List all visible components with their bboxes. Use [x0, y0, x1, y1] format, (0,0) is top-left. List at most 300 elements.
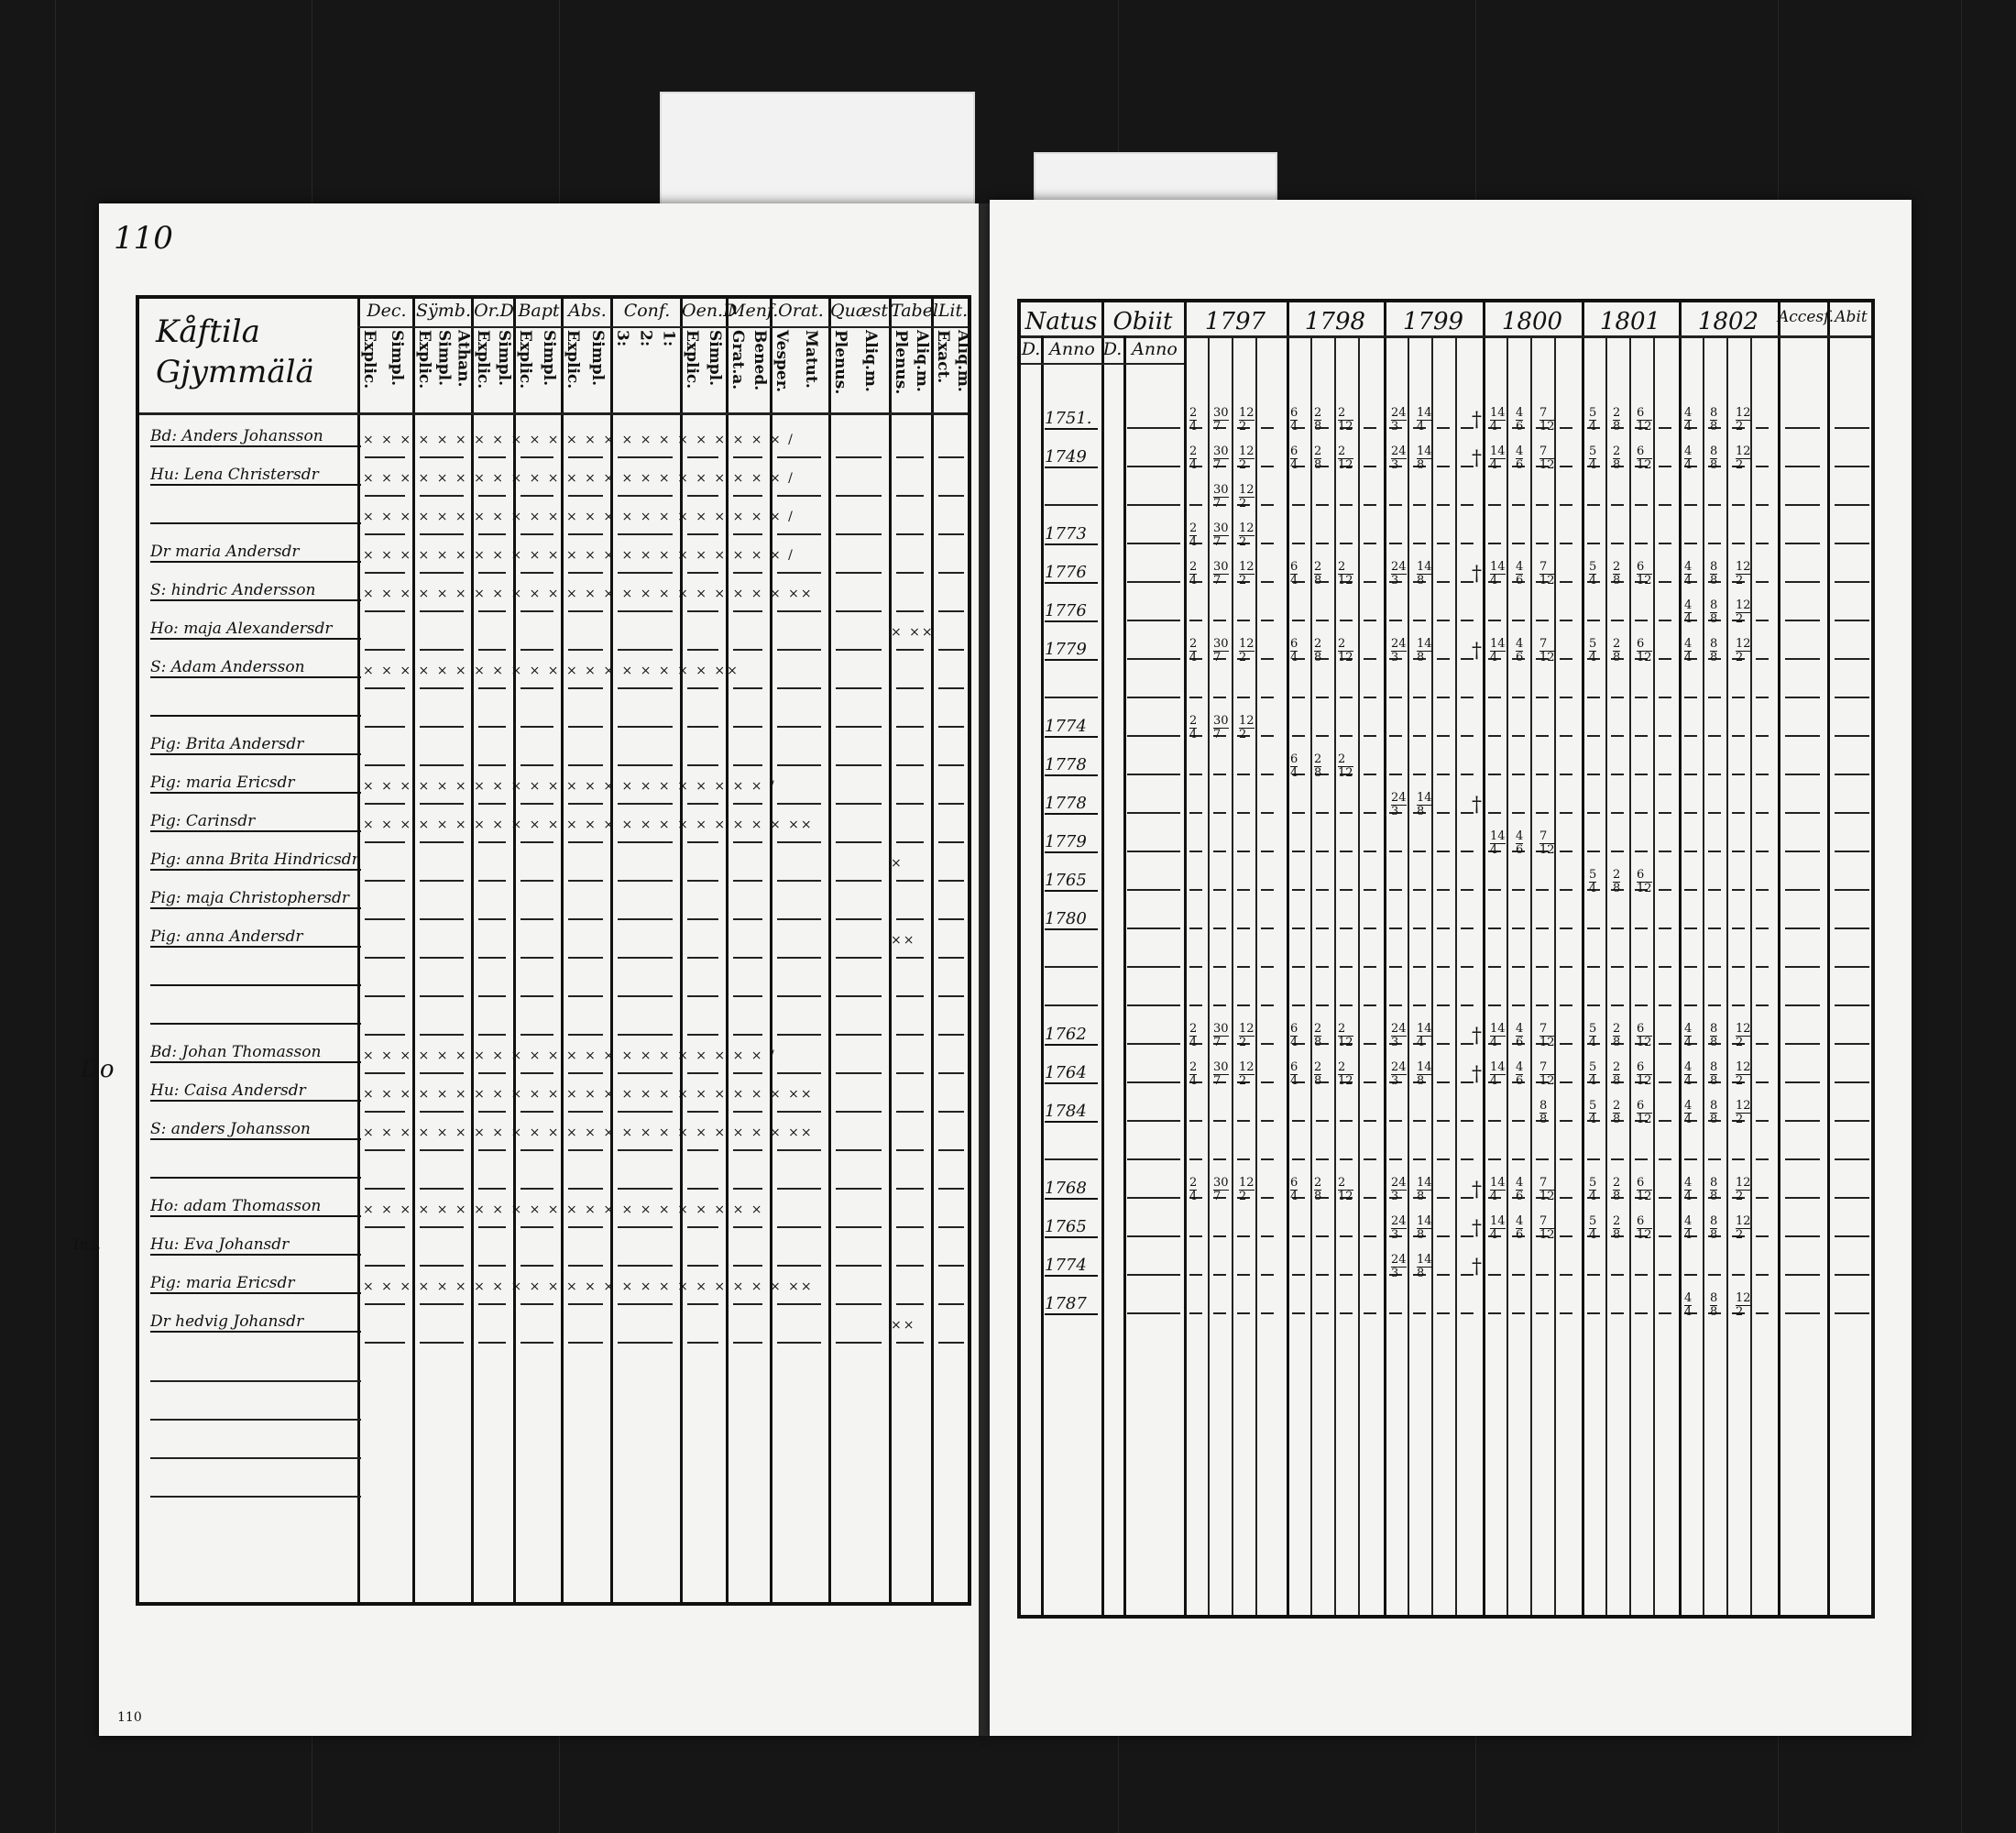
fraction-denominator: 8 — [1613, 1190, 1621, 1203]
left-cell-rule — [896, 726, 924, 728]
right-cell-rule — [1488, 774, 1501, 775]
right-cell-rule — [1659, 1197, 1671, 1199]
fraction-numerator: 2 — [1314, 1022, 1322, 1036]
attendance-fraction — [1391, 1177, 1407, 1203]
right-cell-rule — [1512, 504, 1525, 506]
abit-rule — [1835, 504, 1869, 506]
left-cell-rule — [777, 1072, 821, 1074]
attendance-fraction — [1736, 1100, 1751, 1126]
left-cell-rule — [420, 1111, 464, 1113]
right-cell-rule — [1437, 927, 1450, 929]
fraction-denominator: 3 — [1391, 1036, 1399, 1049]
left-cell-rule — [568, 1188, 603, 1190]
left-cell-rule — [938, 572, 964, 574]
right-cell-rule — [1536, 620, 1549, 621]
right-cell-rule — [1261, 1274, 1274, 1276]
left-cell-rule — [618, 764, 673, 766]
fraction-numerator: 14 — [1417, 1060, 1432, 1074]
right-cell-rule — [1316, 697, 1329, 698]
right-cell-rule — [1756, 697, 1769, 698]
fraction-denominator: 8 — [1613, 1074, 1621, 1088]
left-cell-rule — [938, 1188, 964, 1190]
left-cell-rule — [420, 1342, 464, 1344]
fraction-denominator: 12 — [1338, 1036, 1353, 1049]
right-cell-rule — [1237, 927, 1250, 929]
attendance-fraction — [1338, 561, 1353, 587]
right-cell-rule — [1659, 697, 1671, 698]
right-cell-rule — [1364, 966, 1376, 968]
left-cell-rule — [896, 1149, 924, 1151]
fraction-numerator: 12 — [1239, 445, 1255, 458]
right-cell-rule — [1611, 1004, 1624, 1006]
right-cell-rule — [1635, 966, 1648, 968]
attendance-fraction — [1589, 561, 1596, 587]
right-cell-rule — [1261, 697, 1274, 698]
fraction-numerator: 30 — [1213, 560, 1229, 574]
fraction-denominator: 8 — [1710, 612, 1718, 626]
left-cell-rule — [365, 456, 405, 458]
right-column-header: Obiit — [1112, 308, 1173, 335]
left-row-name: Ho: adam Thomasson — [150, 1197, 361, 1217]
right-cell-rule — [1261, 543, 1274, 544]
attendance-fraction — [1189, 445, 1197, 472]
right-cell-rule — [1364, 1043, 1376, 1045]
right-cell-rule — [1340, 504, 1353, 506]
left-cell-rule — [520, 456, 553, 458]
fraction-numerator: 7 — [1539, 561, 1555, 575]
left-cell-rule — [687, 1072, 718, 1074]
fraction-numerator: 12 — [1239, 483, 1255, 497]
fraction-numerator: 12 — [1736, 445, 1751, 458]
margin-note-do: Do — [81, 1056, 115, 1083]
attendance-fraction — [1736, 1215, 1751, 1242]
left-column-subheader: Plenus. — [831, 330, 849, 395]
right-cell-rule — [1684, 966, 1697, 968]
left-cell-rule — [365, 995, 405, 997]
right-column-divider — [1384, 302, 1386, 1615]
attendance-fraction — [1637, 1023, 1652, 1049]
fraction-numerator: 8 — [1710, 406, 1718, 420]
abit-rule — [1835, 1120, 1869, 1122]
right-cell-rule — [1732, 889, 1745, 891]
fraction-denominator: 2 — [1736, 1190, 1744, 1203]
left-cell-rule — [568, 995, 603, 997]
attendance-fraction — [1314, 407, 1321, 434]
fraction-numerator: 2 — [1613, 868, 1621, 882]
right-cell-rule — [1292, 1158, 1305, 1160]
right-cell-rule — [1560, 966, 1572, 968]
right-cell-rule — [1488, 543, 1501, 544]
left-cell-rule — [478, 841, 506, 843]
fraction-numerator: 12 — [1239, 560, 1255, 574]
right-cell-rule — [1437, 1197, 1450, 1199]
left-column-header: Sÿmb. — [416, 301, 471, 321]
right-cell-rule — [1261, 620, 1274, 621]
birth-year: 1774 — [1045, 1256, 1098, 1277]
fraction-denominator: 12 — [1637, 1228, 1652, 1242]
fraction-denominator: 4 — [1684, 1190, 1693, 1203]
fraction-denominator: 12 — [1539, 843, 1555, 857]
left-cell-rule — [618, 572, 673, 574]
left-cell-rule — [687, 1034, 718, 1036]
left-cell-rule — [520, 1072, 553, 1074]
fraction-denominator: 4 — [1490, 1074, 1498, 1088]
fraction-numerator: 4 — [1516, 829, 1524, 843]
left-cell-rule — [618, 1303, 673, 1305]
attendance-fraction — [1338, 753, 1353, 780]
attendance-fraction — [1490, 1215, 1506, 1242]
right-cell-rule — [1732, 1274, 1745, 1276]
right-cell-rule — [1437, 1043, 1450, 1045]
left-column-header: Orat. — [778, 301, 824, 321]
right-cell-rule — [1560, 927, 1572, 929]
right-cell-rule — [1611, 966, 1624, 968]
left-cell-rule — [420, 1034, 464, 1036]
attendance-fraction — [1516, 1023, 1523, 1049]
left-cell-rule — [687, 995, 718, 997]
fraction-denominator: 12 — [1539, 1228, 1555, 1242]
left-cell-rule — [733, 495, 762, 497]
obiit-rule — [1127, 1158, 1180, 1160]
attendance-fraction — [1290, 561, 1298, 587]
right-cell-rule — [1413, 1158, 1426, 1160]
natus-sub-d: D. — [1021, 339, 1041, 359]
right-cell-rule — [1292, 966, 1305, 968]
left-cell-rule — [733, 918, 762, 920]
right-cell-rule — [1732, 543, 1745, 544]
fraction-denominator: 3 — [1391, 1190, 1399, 1203]
left-cell-rule — [687, 572, 718, 574]
right-cell-rule — [1488, 735, 1501, 737]
left-cell-rule — [365, 1226, 405, 1228]
attendance-fraction — [1516, 1061, 1523, 1088]
fraction-denominator: 4 — [1490, 1228, 1498, 1242]
left-header-rule — [357, 326, 968, 328]
fraction-denominator: 8 — [1613, 882, 1621, 895]
left-row-marks: × × × × × × × × × × × × × × × × × × × × × × × ×× — [363, 1087, 814, 1102]
right-cell-rule — [1756, 466, 1769, 467]
accesf-rule — [1785, 851, 1820, 852]
fraction-denominator: 3 — [1391, 574, 1399, 587]
left-cell-rule — [618, 687, 673, 689]
left-cell-rule — [478, 918, 506, 920]
left-cell-rule — [365, 1303, 405, 1305]
fraction-denominator: 8 — [1710, 458, 1718, 472]
right-cell-rule — [1340, 1312, 1353, 1314]
left-row-name: Pig: maria Ericsdr — [150, 774, 361, 794]
abit-rule — [1835, 966, 1869, 968]
right-cell-rule — [1364, 466, 1376, 467]
right-cell-rule — [1756, 1043, 1769, 1045]
right-cell-rule — [1189, 1158, 1202, 1160]
right-cell-rule — [1732, 1004, 1745, 1006]
right-cell-rule — [1512, 889, 1525, 891]
left-row-name: Pig: maria Ericsdr — [150, 1274, 361, 1294]
left-column-header: Dec. — [367, 301, 407, 321]
left-cell-rule — [896, 841, 924, 843]
attendance-fraction — [1710, 1061, 1717, 1088]
right-cell-rule — [1389, 543, 1402, 544]
fraction-numerator: 6 — [1637, 1023, 1652, 1037]
right-sub-divider — [1123, 335, 1126, 1615]
left-row-marks: × × × × × × × × × × × × × × × × × × × × × × × ×× — [363, 1279, 814, 1294]
right-cell-rule — [1364, 1312, 1376, 1314]
fraction-numerator: 5 — [1589, 637, 1597, 651]
right-cell-rule — [1560, 620, 1572, 621]
left-row-name — [150, 966, 361, 986]
right-cell-rule — [1684, 735, 1697, 737]
attendance-fraction — [1736, 1292, 1751, 1319]
right-cell-rule — [1237, 966, 1250, 968]
attendance-fraction — [1637, 1215, 1652, 1242]
right-cell-rule — [1659, 466, 1671, 467]
fraction-denominator: 4 — [1490, 843, 1498, 857]
attendance-fraction — [1589, 1215, 1596, 1242]
left-cell-rule — [420, 764, 464, 766]
left-cell-rule — [733, 957, 762, 959]
right-cell-rule — [1292, 851, 1305, 852]
right-cell-rule — [1560, 658, 1572, 660]
fraction-denominator: 8 — [1710, 1228, 1718, 1242]
right-cell-rule — [1560, 774, 1572, 775]
right-cell-rule — [1437, 1081, 1450, 1083]
fraction-numerator: 6 — [1290, 752, 1298, 766]
left-cell-rule — [733, 880, 762, 882]
attendance-fraction — [1239, 445, 1255, 472]
left-row-name: Dr maria Andersdr — [150, 543, 361, 563]
left-row-name — [150, 1004, 361, 1025]
attendance-fraction — [1213, 1177, 1229, 1203]
fraction-numerator: 14 — [1490, 1176, 1506, 1190]
fraction-denominator: 4 — [1684, 1113, 1693, 1126]
fraction-numerator: 4 — [1684, 560, 1693, 574]
fraction-denominator: 4 — [1490, 651, 1498, 664]
left-cell-rule — [896, 1303, 924, 1305]
fraction-denominator: 2 — [1239, 1074, 1247, 1088]
attendance-fraction — [1391, 407, 1407, 434]
right-cell-rule — [1364, 1120, 1376, 1122]
fraction-denominator: 4 — [1684, 420, 1693, 434]
left-cell-rule — [896, 803, 924, 805]
left-cell-rule — [777, 572, 821, 574]
fraction-denominator: 2 — [1736, 1036, 1744, 1049]
left-cell-rule — [365, 610, 405, 612]
right-cell-rule — [1488, 1120, 1501, 1122]
left-row-marks: × × × × × × × × × × × × × × × × × × × × × × × ×× — [363, 1125, 814, 1140]
left-column-divider — [610, 299, 613, 1602]
fraction-denominator: 12 — [1637, 882, 1652, 895]
fraction-denominator: 12 — [1637, 458, 1652, 472]
fraction-denominator: 8 — [1417, 1228, 1425, 1242]
right-cell-rule — [1756, 812, 1769, 814]
right-cell-rule — [1316, 1312, 1329, 1314]
fraction-numerator: 4 — [1516, 1176, 1524, 1190]
left-cell-rule — [938, 1111, 964, 1113]
abit-rule — [1835, 1235, 1869, 1237]
left-cell-rule — [836, 1149, 882, 1151]
attendance-fraction — [1391, 1061, 1407, 1088]
right-column-divider — [1184, 302, 1187, 1615]
left-cell-rule — [568, 1226, 603, 1228]
right-cell-rule — [1708, 1158, 1721, 1160]
right-cell-rule — [1389, 1004, 1402, 1006]
right-cell-rule — [1732, 927, 1745, 929]
right-cell-rule — [1364, 1004, 1376, 1006]
left-cell-rule — [687, 456, 718, 458]
left-row-name: Pig: maja Christophersdr — [150, 889, 361, 909]
left-cell-rule — [478, 880, 506, 882]
left-cell-rule — [365, 918, 405, 920]
fraction-denominator: 4 — [1290, 651, 1298, 664]
left-cell-rule — [520, 764, 553, 766]
obiit-sub-anno: Anno — [1132, 339, 1178, 359]
accesf-rule — [1785, 1120, 1820, 1122]
parish-line2: Gjymmälä — [156, 354, 314, 390]
left-row-name: Ho: maja Alexandersdr — [150, 620, 361, 640]
left-cell-rule — [836, 456, 882, 458]
left-cell-rule — [733, 995, 762, 997]
right-cell-rule — [1560, 851, 1572, 852]
abit-rule — [1835, 1004, 1869, 1006]
attendance-fraction — [1417, 1061, 1432, 1088]
right-cell-rule — [1413, 735, 1426, 737]
right-year-subdivider — [1455, 335, 1457, 1615]
abit-rule — [1835, 1081, 1869, 1083]
right-cell-rule — [1536, 735, 1549, 737]
left-cell-rule — [836, 1265, 882, 1267]
right-cell-rule — [1708, 966, 1721, 968]
fraction-numerator: 2 — [1338, 1177, 1353, 1191]
fraction-numerator: 2 — [1613, 1022, 1621, 1036]
fraction-numerator: 8 — [1710, 445, 1718, 458]
foot-number: 110 — [117, 1710, 142, 1725]
right-cell-rule — [1560, 1312, 1572, 1314]
right-cell-rule — [1340, 812, 1353, 814]
fraction-denominator: 12 — [1637, 420, 1652, 434]
left-cell-rule — [568, 610, 603, 612]
left-cell-rule — [420, 1072, 464, 1074]
left-cell-rule — [687, 880, 718, 882]
right-cell-rule — [1659, 543, 1671, 544]
right-cell-rule — [1261, 774, 1274, 775]
left-cell-rule — [896, 572, 924, 574]
left-cell-rule — [365, 1072, 405, 1074]
left-cell-rule — [478, 1188, 506, 1190]
accesf-rule — [1785, 735, 1820, 737]
left-cell-rule — [777, 1034, 821, 1036]
left-column-header: Quæst. — [830, 301, 894, 321]
right-cell-rule — [1316, 1235, 1329, 1237]
fraction-numerator: 14 — [1417, 445, 1432, 458]
fraction-denominator: 8 — [1417, 458, 1425, 472]
fraction-denominator: 4 — [1189, 535, 1198, 549]
left-cell-rule — [365, 803, 405, 805]
right-cell-rule — [1389, 620, 1402, 621]
left-cell-rule — [420, 572, 464, 574]
left-row-marks: ×× — [891, 933, 916, 948]
right-cell-rule — [1213, 1004, 1226, 1006]
left-column-header: Oen.D — [682, 301, 738, 321]
birth-year: 1765 — [1045, 871, 1098, 892]
right-cell-rule — [1708, 543, 1721, 544]
left-cell-rule — [938, 1265, 964, 1267]
left-cell-rule — [836, 1226, 882, 1228]
right-cell-rule — [1756, 774, 1769, 775]
birth-year: 1778 — [1045, 794, 1098, 815]
left-cell-rule — [520, 726, 553, 728]
left-cell-rule — [896, 687, 924, 689]
right-cell-rule — [1684, 812, 1697, 814]
right-cell-rule — [1213, 1120, 1226, 1122]
attendance-fraction — [1637, 869, 1652, 895]
right-cell-rule — [1437, 581, 1450, 583]
attendance-fraction — [1213, 445, 1229, 472]
right-cell-rule — [1756, 1197, 1769, 1199]
right-cell-rule — [1316, 620, 1329, 621]
accesf-rule — [1785, 504, 1820, 506]
fraction-denominator: 12 — [1637, 1190, 1652, 1203]
right-cell-rule — [1261, 889, 1274, 891]
right-cell-rule — [1389, 889, 1402, 891]
left-cell-rule — [836, 495, 882, 497]
right-cell-rule — [1512, 927, 1525, 929]
fraction-numerator: 6 — [1637, 1215, 1652, 1229]
fraction-numerator: 12 — [1736, 1022, 1751, 1036]
right-column-header: 1801 — [1599, 308, 1661, 335]
right-cell-rule — [1292, 735, 1305, 737]
fraction-numerator: 4 — [1516, 637, 1524, 651]
left-row-marks: × × × × × × × × × × × × × × × × × × × × × × / — [363, 779, 776, 794]
left-row-name: Pig: Brita Andersdr — [150, 735, 361, 755]
left-column-header: Lit. — [937, 301, 969, 321]
left-cell-rule — [896, 1342, 924, 1344]
attendance-fraction — [1189, 561, 1197, 587]
fraction-denominator: 2 — [1239, 728, 1247, 741]
left-row-name — [150, 504, 361, 524]
fraction-numerator: 4 — [1684, 1176, 1693, 1190]
attendance-fraction — [1338, 1061, 1353, 1088]
right-cell-rule — [1261, 812, 1274, 814]
right-column-divider — [1483, 302, 1485, 1615]
right-cell-rule — [1389, 735, 1402, 737]
fraction-numerator: 6 — [1637, 1061, 1652, 1075]
right-cell-rule — [1684, 927, 1697, 929]
right-cell-rule — [1413, 1004, 1426, 1006]
fraction-denominator: 12 — [1539, 1036, 1555, 1049]
left-cell-rule — [568, 649, 603, 651]
right-cell-rule — [1560, 1120, 1572, 1122]
left-row-name — [150, 697, 361, 717]
right-cell-rule — [1732, 966, 1745, 968]
fraction-denominator: 2 — [1239, 420, 1247, 434]
right-cell-rule — [1611, 1274, 1624, 1276]
right-cell-rule — [1756, 427, 1769, 429]
right-cell-rule — [1437, 774, 1450, 775]
right-cell-rule — [1389, 927, 1402, 929]
fraction-denominator: 4 — [1189, 728, 1198, 741]
right-cell-rule — [1536, 966, 1549, 968]
left-cell-rule — [478, 572, 506, 574]
right-cell-rule — [1364, 427, 1376, 429]
fraction-denominator: 12 — [1338, 651, 1353, 664]
left-row-marks: × × × × × × × × × × × × × × × × × × × × × × × ×× — [363, 818, 814, 832]
attendance-fraction — [1613, 561, 1620, 587]
right-cell-rule — [1437, 1158, 1450, 1160]
left-cell-rule — [478, 687, 506, 689]
left-row-name: S: anders Johansson — [150, 1120, 361, 1140]
right-cell-rule — [1389, 1120, 1402, 1122]
right-cell-rule — [1536, 889, 1549, 891]
